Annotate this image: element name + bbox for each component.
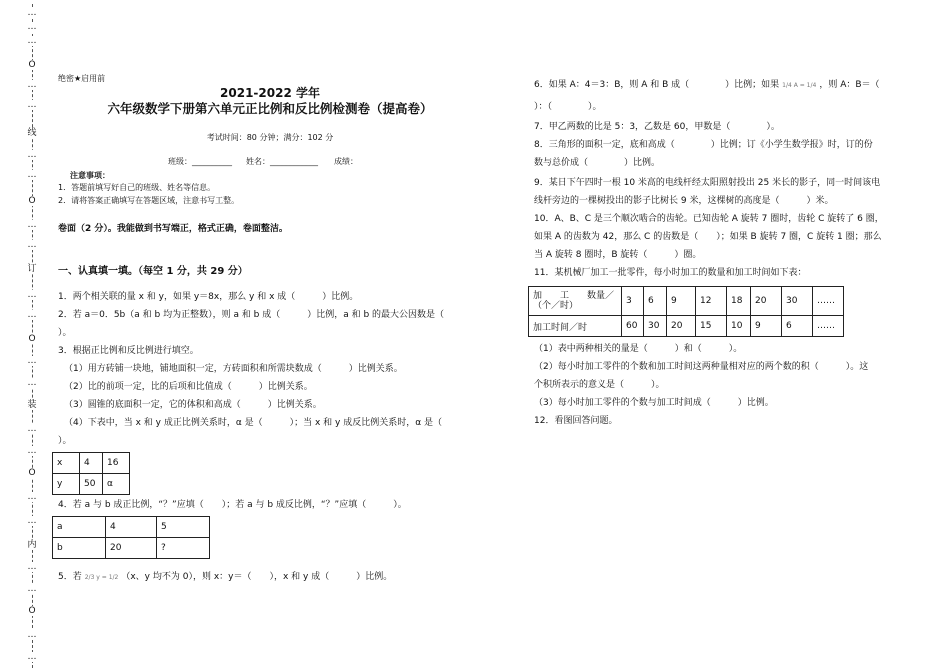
binding-margin-char: … xyxy=(27,22,37,32)
question-5-lead: 5．若 xyxy=(58,572,82,582)
table-cell: 9 xyxy=(667,287,696,316)
table-cell: 5 xyxy=(157,517,210,538)
table-row xyxy=(53,474,130,495)
binding-ring: O xyxy=(26,606,38,616)
table-header-cell: 加工时间／时 xyxy=(529,316,622,337)
question-5 xyxy=(58,572,392,583)
table-cell: y xyxy=(53,474,80,495)
binding-margin-char: … xyxy=(27,424,37,434)
binding-margin-char: … xyxy=(27,378,37,388)
binding-margin-char: 订 xyxy=(27,264,37,274)
binding-margin-char: … xyxy=(27,446,37,456)
table-cell: α xyxy=(103,474,130,495)
binding-margin-char: … xyxy=(27,240,37,250)
table-cell: 20 xyxy=(667,316,696,337)
binding-ring: O xyxy=(26,468,38,478)
table-a-b xyxy=(52,516,210,559)
question-11: 11．某机械厂加工一批零件，每小时加工的数量和加工时间如下表： xyxy=(534,268,807,278)
table-cell: 60 xyxy=(622,316,644,337)
table-row xyxy=(53,538,210,559)
exam-info: 考试时间：80 分钟；满分：102 分 xyxy=(206,133,334,142)
question-3-4: （4）下表中，当 x 和 y 成正比例关系时，α 是（ ）；当 x 和 y 成反比例关系时，α 是（ xyxy=(64,418,443,428)
binding-margin-char: … xyxy=(27,100,37,110)
question-6-end: ）：（ ）。 xyxy=(534,102,602,112)
question-4: 4．若 a 与 b 成正比例，“？”应填（ ）；若 a 与 b 成反比例，“？”应填（ ）。 xyxy=(58,500,407,510)
question-3: 3．根据正比例和反比例进行填空。 xyxy=(58,346,199,356)
question-6 xyxy=(534,80,880,91)
binding-margin xyxy=(24,0,46,672)
table-cell: 4 xyxy=(80,453,103,474)
question-8: 8．三角形的面积一定，底和高成（ ）比例；订《小学生数学报》时，订的份 xyxy=(534,140,873,150)
question-5-rest: （x、y 均不为 0），则 x：y＝（ ），x 和 y 成（ ）比例。 xyxy=(121,572,393,582)
table-cell: 15 xyxy=(696,316,727,337)
question-5-fraction: 2/3 y = 1/2 xyxy=(84,574,119,581)
table-cell: 9 xyxy=(751,316,782,337)
table-cell: 16 xyxy=(103,453,130,474)
table-cell: 12 xyxy=(696,287,727,316)
question-6-mid: ，则 A：B＝（ xyxy=(819,80,880,90)
note-2: 2．请将答案正确填写在答题区域，注意书写工整。 xyxy=(58,196,240,205)
question-12: 12．看图回答问题。 xyxy=(534,416,618,426)
secret-label: 绝密★启用前 xyxy=(58,74,106,83)
notes-title: 注意事项： xyxy=(70,171,110,180)
binding-margin-char: … xyxy=(27,170,37,180)
question-3-4-end: ）。 xyxy=(58,436,72,446)
question-2: 2．若 a＝0．5b（a 和 b 均为正整数），则 a 和 b 成（ ）比例，a 和 b 的最大公因数是（ xyxy=(58,310,445,320)
question-10: 10．A、B、C 是三个顺次啮合的齿轮。已知齿轮 A 旋转 7 圈时，齿轮 C 旋转了 6 圈， xyxy=(534,214,884,224)
table-row xyxy=(53,517,210,538)
table-cell: 3 xyxy=(622,287,644,316)
question-9: 9．某日下午四时一根 10 米高的电线杆经太阳照射投出 25 米长的影子，同一时间该电 xyxy=(534,178,881,188)
table-cell: 30 xyxy=(782,287,813,316)
question-10-end: 当 A 旋转 8 圈时，B 旋转（ ）圈。 xyxy=(534,250,702,260)
question-2-end: ）。 xyxy=(58,328,72,338)
table-cell: 18 xyxy=(727,287,751,316)
table-cell: 20 xyxy=(106,538,157,559)
question-3-2: （2）比的前项一定，比的后项和比值成（ ）比例关系。 xyxy=(64,382,313,392)
page-title: 六年级数学下册第六单元正比例和反比例检测卷（提高卷） xyxy=(107,101,433,116)
table-cell: 20 xyxy=(751,287,782,316)
binding-margin-char: 内 xyxy=(27,540,37,550)
question-11-2-end: 个积所表示的意义是（ ）。 xyxy=(534,380,665,390)
binding-margin-char: … xyxy=(27,652,37,662)
table-cell: 30 xyxy=(644,316,667,337)
binding-margin-char: … xyxy=(27,36,37,46)
name-field[interactable]: 姓名：____________ xyxy=(246,157,318,166)
neatness-statement: 卷面（2 分）。我能做到书写端正，格式正确，卷面整洁。 xyxy=(58,224,288,234)
table-cell: ? xyxy=(157,538,210,559)
score-field[interactable]: 成绩： xyxy=(334,157,358,166)
binding-margin-char: … xyxy=(27,630,37,640)
table-cell: b xyxy=(53,538,106,559)
question-3-1: （1）用方砖铺一块地，铺地面积一定，方砖面积和所需块数成（ ）比例关系。 xyxy=(64,364,403,374)
binding-margin-char: … xyxy=(27,356,37,366)
question-11-3: （3）每小时加工零件的个数与加工时间成（ ）比例。 xyxy=(534,398,774,408)
question-11-1: （1）表中两种相关的量是（ ）和（ ）。 xyxy=(534,344,743,354)
binding-margin-char: … xyxy=(27,150,37,160)
binding-margin-char: … xyxy=(27,8,37,18)
table-x-y xyxy=(52,452,130,495)
table-row xyxy=(53,453,130,474)
table-cell: 6 xyxy=(644,287,667,316)
question-3-3: （3）圆锥的底面积一定，它的体积和高成（ ）比例关系。 xyxy=(64,400,322,410)
table-cell: 6 xyxy=(782,316,813,337)
binding-ring: O xyxy=(26,60,38,70)
binding-margin-char: … xyxy=(27,516,37,526)
table-header-cell: 加 工 数量／（个／时） xyxy=(529,287,622,316)
table-cell: …… xyxy=(813,287,844,316)
question-10-line-2: 如果 A 的齿数为 42，那么 C 的齿数是（ ）；如果 B 旋转 7 圈，C 旋转 1 圈；那么 xyxy=(534,232,882,242)
table-cell: …… xyxy=(813,316,844,337)
question-6-lead: 6．如果 A：4＝3：B，则 A 和 B 成（ ）比例；如果 xyxy=(534,80,780,90)
question-11-2: （2）每小时加工零件的个数和加工时间这两种量相对应的两个数的积（ ）。这 xyxy=(534,362,869,372)
question-9-end: 线杆旁边的一棵树投出的影子比树长 9 米，这棵树的高度是（ ）米。 xyxy=(534,196,834,206)
table-cell: 50 xyxy=(80,474,103,495)
binding-margin-char: … xyxy=(27,492,37,502)
section-1-title: 一、认真填一填。（每空 1 分，共 29 分） xyxy=(58,266,248,277)
table-row xyxy=(529,316,844,337)
binding-margin-char: … xyxy=(27,310,37,320)
binding-margin-char: 线 xyxy=(27,128,37,138)
school-year: 2021-2022 学年 xyxy=(220,86,320,100)
table-cell: a xyxy=(53,517,106,538)
binding-margin-char: … xyxy=(27,584,37,594)
binding-margin-char: … xyxy=(27,80,37,90)
binding-margin-char: … xyxy=(27,220,37,230)
table-cell: 10 xyxy=(727,316,751,337)
table-production xyxy=(528,286,844,337)
binding-margin-char: … xyxy=(27,562,37,572)
binding-ring: O xyxy=(26,334,38,344)
class-field[interactable]: 班级：__________ xyxy=(168,157,232,166)
binding-margin-char: … xyxy=(27,290,37,300)
binding-margin-char: 装 xyxy=(27,400,37,410)
note-1: 1．答题前填写好自己的班级、姓名等信息。 xyxy=(58,183,216,192)
binding-ring: O xyxy=(26,196,38,206)
table-row xyxy=(529,287,844,316)
question-1: 1．两个相关联的量 x 和 y，如果 y＝8x，那么 y 和 x 成（ ）比例。 xyxy=(58,292,359,302)
table-cell: x xyxy=(53,453,80,474)
question-7: 7．甲乙两数的比是 5：3，乙数是 60，甲数是（ ）。 xyxy=(534,122,780,132)
question-6-fraction: 1/4 A = 1/4 xyxy=(782,82,817,89)
question-8-end: 数与总价成（ ）比例。 xyxy=(534,158,661,168)
table-cell: 4 xyxy=(106,517,157,538)
